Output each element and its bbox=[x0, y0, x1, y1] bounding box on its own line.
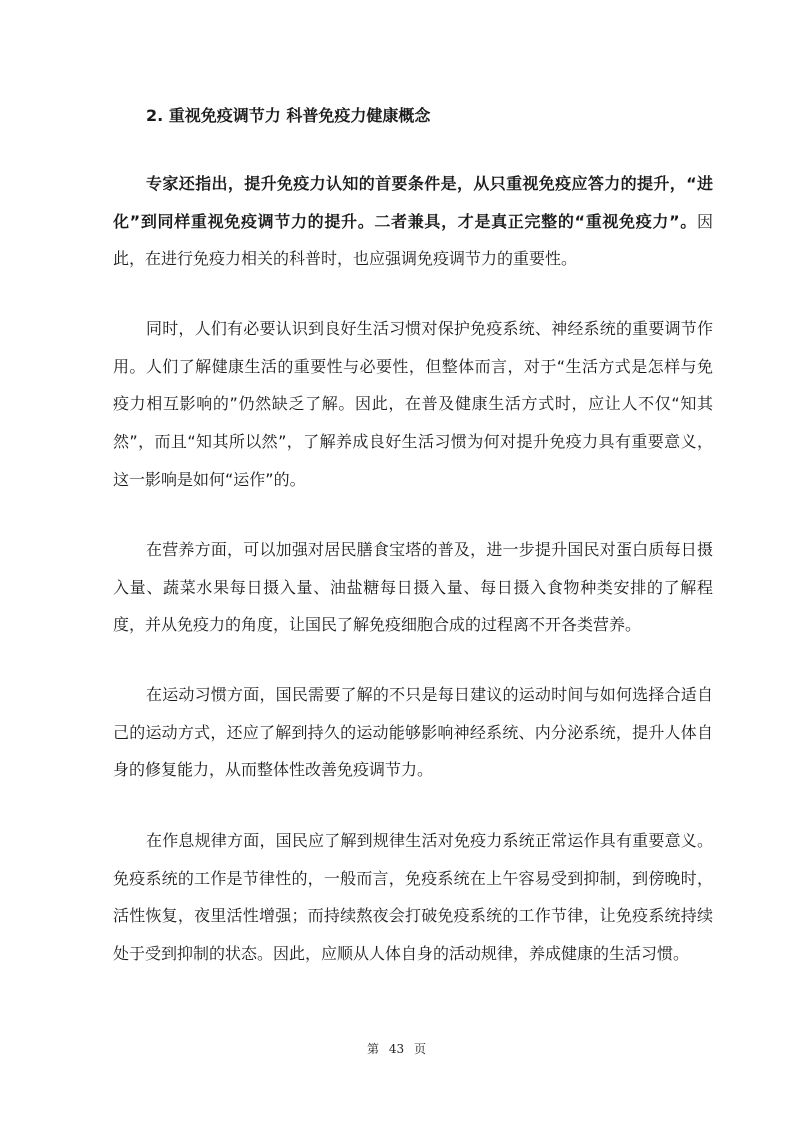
paragraph-schedule bbox=[113, 822, 713, 973]
page-footer bbox=[0, 1040, 793, 1057]
page-label-suffix: 页 bbox=[413, 1042, 426, 1056]
paragraph-nutrition bbox=[113, 531, 713, 644]
page-label-prefix: 第 bbox=[367, 1042, 380, 1056]
paragraph-exercise bbox=[113, 676, 713, 789]
paragraph-bold-lead: 专家还指出，提升免疫力认知的首要条件是，从只重视免疫应答力的提升，“进化”到同样重视免疫调节力的提升。二者兼具，才是真正完整的“重视免疫力”。 bbox=[113, 174, 713, 231]
paragraph-text: 在营养方面，可以加强对居民膳食宝塔的普及，进一步提升国民对蛋白质每日摄入量、蔬菜水果每日摄入量、油盐糖每日摄入量、每日摄入食物种类安排的了解程度，并从免疫力的角度，让国民了解免疫细胞合成的过程离不开各类营养。 bbox=[113, 540, 713, 635]
paragraph-text: 同时，人们有必要认识到良好生活习惯对保护免疫系统、神经系统的重要调节作用。人们了解健康生活的重要性与必要性，但整体而言，对于“生活方式是怎样与免疫力相互影响的”仍然缺乏了解。因此，在普及健康生活方式时，应让人不仅“知其然”，而且“知其所以然”，了解养成良好生活习惯为何对提升免疫力具有重要意义，这一影响是如何“运作”的。 bbox=[113, 319, 713, 489]
paragraph-lifestyle bbox=[113, 310, 713, 499]
section-heading: 2. 重视免疫调节力 科普免疫力健康概念 bbox=[146, 106, 431, 125]
paragraph-expert-view bbox=[113, 165, 713, 278]
paragraph-text: 在运动习惯方面，国民需要了解的不只是每日建议的运动时间与如何选择合适自己的运动方式，还应了解到持久的运动能够影响神经系统、内分泌系统，提升人体自身的修复能力，从而整体性改善免疫调节力。 bbox=[113, 685, 713, 780]
paragraph-text: 在作息规律方面，国民应了解到规律生活对免疫力系统正常运作具有重要意义。免疫系统的工作是节律性的，一般而言，免疫系统在上午容易受到抑制，到傍晚时，活性恢复，夜里活性增强；而持续熬夜会打破免疫系统的工作节律，让免疫系统持续处于受到抑制的状态。因此，应顺从人体自身的活动规律，养成健康的生活习惯。 bbox=[113, 831, 713, 964]
page-number: 43 bbox=[388, 1042, 405, 1056]
paragraph-text: 因此，在进行免疫力相关的科普时，也应强调免疫调节力的重要性。 bbox=[113, 211, 713, 269]
